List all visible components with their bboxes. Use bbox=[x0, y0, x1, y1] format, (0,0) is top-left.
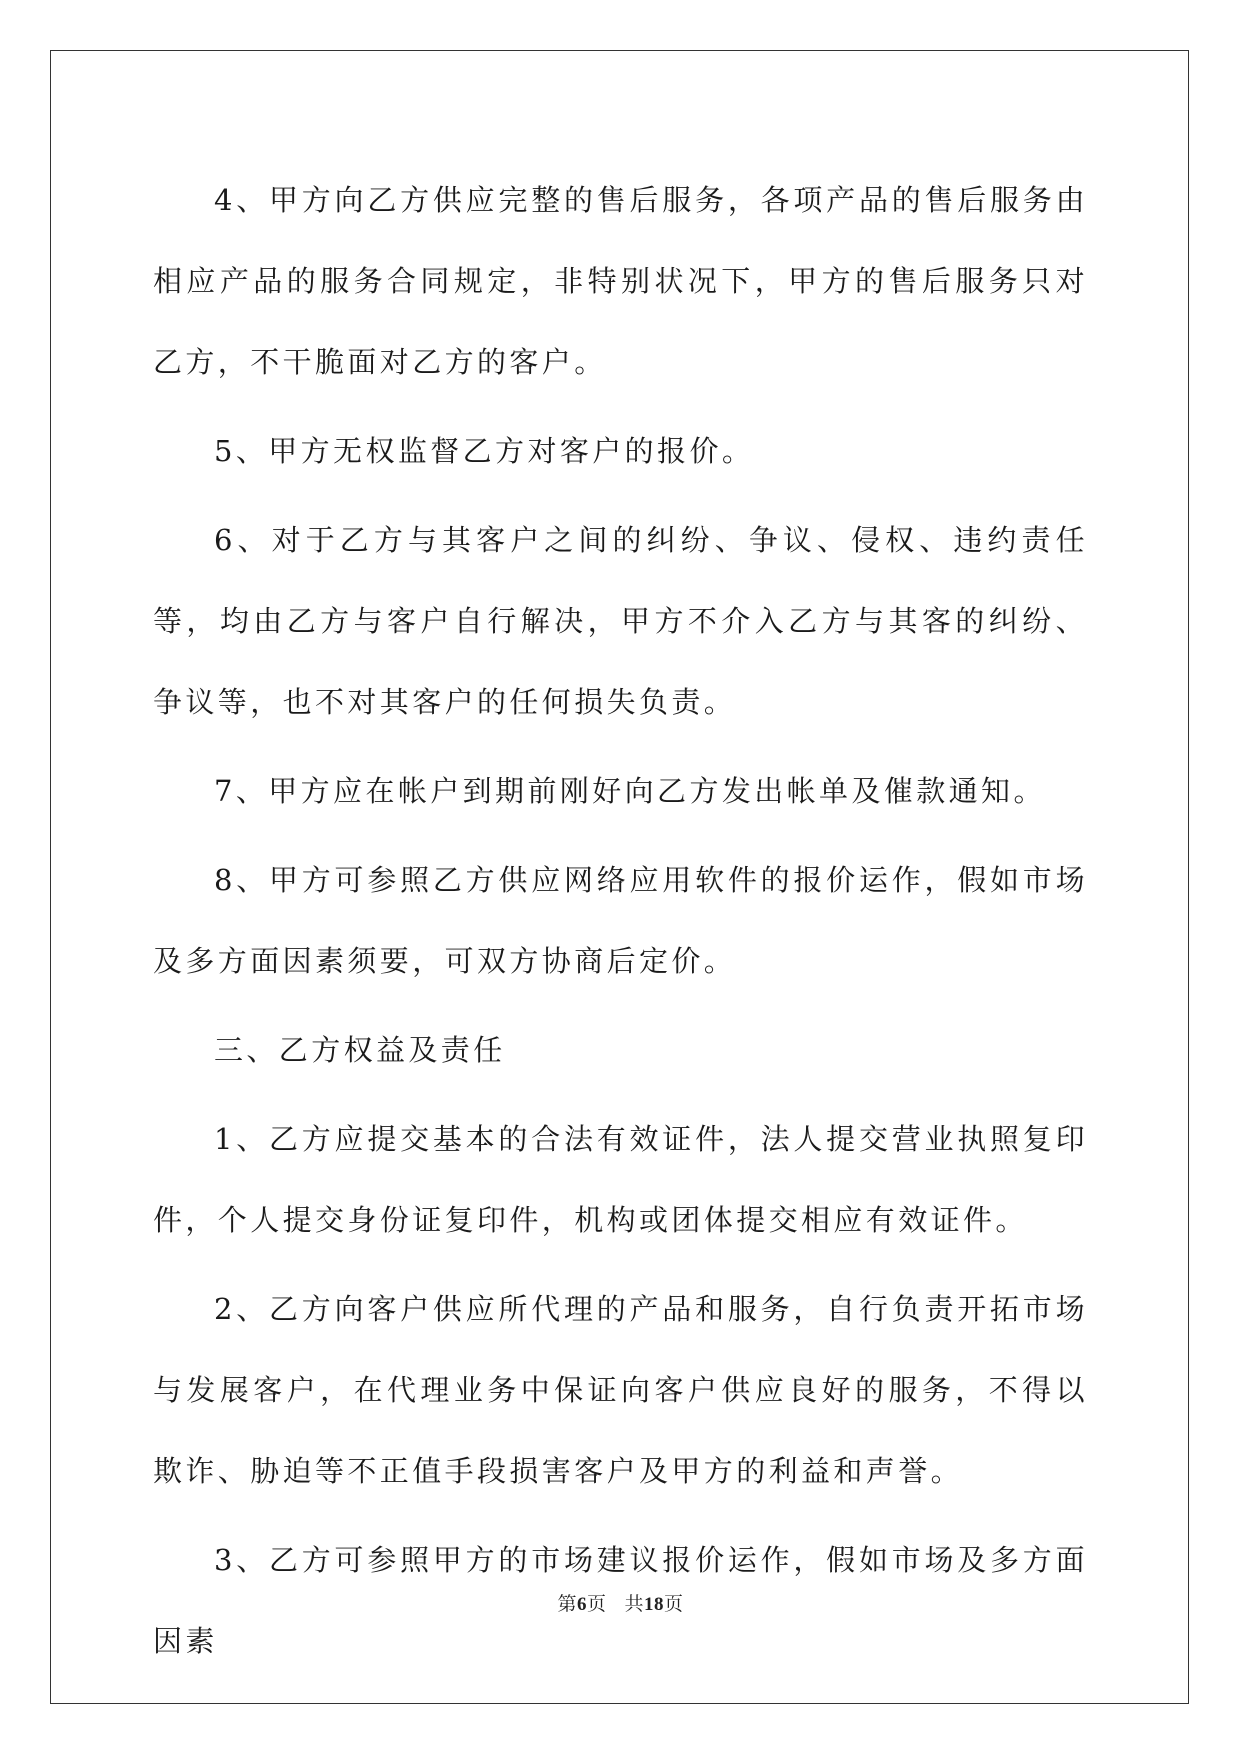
paragraph-8: 3、乙方可参照甲方的市场建议报价运作，假如市场及多方面因素 bbox=[153, 1543, 1088, 1658]
section-heading: 三、乙方权益及责任 bbox=[214, 1033, 506, 1067]
paragraph-4: 7、甲方应在帐户到期前刚好向乙方发出帐单及催款通知。 bbox=[214, 774, 1046, 808]
paragraph-6: 1、乙方应提交基本的合法有效证件，法人提交营业执照复印件，个人提交身份证复印件，机构或团体提交相应有效证件。 bbox=[153, 1122, 1088, 1237]
page-footer bbox=[0, 1592, 1241, 1617]
total-pages: 18 bbox=[644, 1594, 665, 1615]
paragraph-1: 4、甲方向乙方供应完整的售后服务，各项产品的售后服务由相应产品的服务合同规定，非特别状况下，甲方的售后服务只对乙方，不干脆面对乙方的客户。 bbox=[153, 183, 1088, 379]
page-suffix: 页 bbox=[586, 1593, 607, 1615]
paragraph-2: 5、甲方无权监督乙方对客户的报价。 bbox=[214, 434, 755, 468]
total-prefix: 共 bbox=[624, 1593, 645, 1615]
page-prefix: 第 bbox=[557, 1593, 577, 1615]
page-number: 6 bbox=[576, 1594, 587, 1615]
paragraph-3: 6、对于乙方与其客户之间的纠纷、争议、侵权、违约责任等，均由乙方与客户自行解决，甲方不介入乙方与其客的纠纷、争议等，也不对其客户的任何损失负责。 bbox=[153, 523, 1088, 719]
paragraph-7: 2、乙方向客户供应所代理的产品和服务，自行负责开拓市场与发展客户，在代理业务中保证向客户供应良好的服务，不得以欺诈、胁迫等不正值手段损害客户及甲方的利益和声誉。 bbox=[153, 1292, 1088, 1488]
total-suffix: 页 bbox=[664, 1593, 684, 1615]
paragraph-5: 8、甲方可参照乙方供应网络应用软件的报价运作，假如市场及多方面因素须要，可双方协商后定价。 bbox=[153, 863, 1088, 978]
document-body bbox=[153, 160, 1088, 1682]
